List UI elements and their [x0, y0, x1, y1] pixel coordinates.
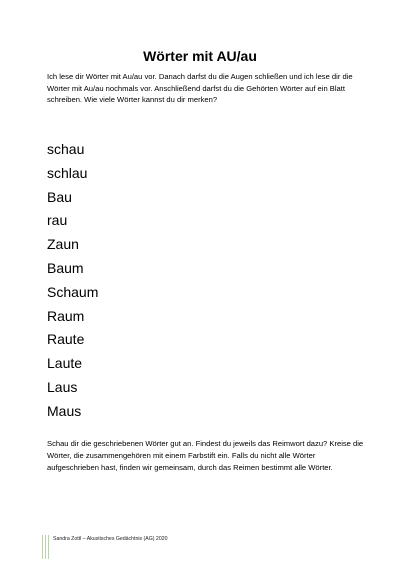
word-item: Bau — [47, 188, 72, 205]
word-item: Schaum — [47, 283, 99, 300]
word-list — [47, 138, 98, 424]
word-item: Baum — [47, 259, 84, 276]
word-item: schau — [47, 141, 85, 157]
word-item: schlau — [47, 164, 88, 181]
word-item: Raute — [47, 331, 85, 348]
word-item: Laute — [47, 355, 83, 372]
footer-rule — [45, 535, 46, 559]
word-item: Maus — [47, 402, 82, 419]
word-item: rau — [47, 212, 68, 229]
intro-paragraph: Ich lese dir Wörter mit Au/au vor. Danach darfst du die Augen schließen und ich lese dir die Wörter mit Au/au nochmals vor. Anschließend darfst du die Gehörten Wörter auf ein Blatt schreiben. Wie viele Wörter kannst du dir merken? — [47, 72, 353, 105]
word-item: Laus — [47, 378, 78, 395]
page-title: Wörter mit AU/au — [143, 48, 257, 64]
footer-rule — [48, 535, 49, 559]
footer-rule — [42, 535, 43, 559]
instructions-paragraph: Schau dir die geschriebenen Wörter gut an. Findest du jeweils das Reimwort dazu? Kreise die Wörter, die zusammengehören mit einem Farbstift ein. Falls du nicht alle Wörter aufgeschrieben hast, finden wir gemeinsam, durch das Reimen bestimmt alle Wörter. — [47, 439, 364, 472]
word-item: Zaun — [47, 236, 79, 253]
word-item: Raum — [47, 307, 85, 324]
footer-text: Sandra Zottl – Akustisches Gedächtnis (AG) 2020 — [53, 536, 168, 542]
